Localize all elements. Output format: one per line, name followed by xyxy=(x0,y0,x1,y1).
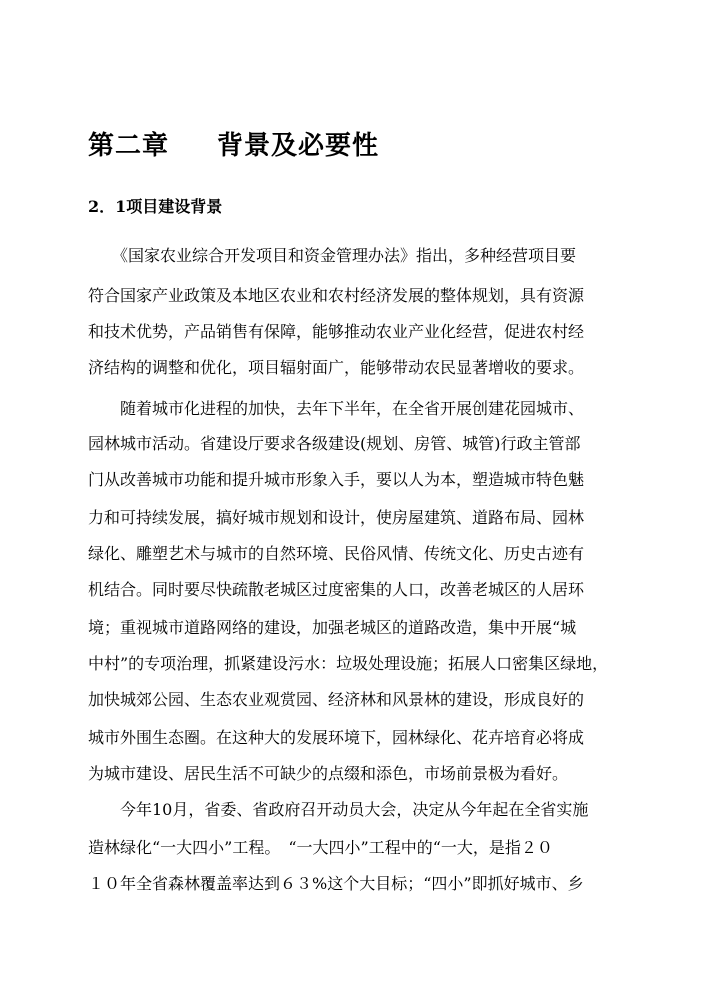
section-heading: 2．1项目建设背景 xyxy=(88,197,223,216)
body-text-line: 绿化、雕塑艺术与城市的自然环境、民俗风情、传统文化、历史古迹有 xyxy=(88,544,585,563)
body-text-line: 符合国家产业政策及本地区农业和农村经济发展的整体规划，具有资源 xyxy=(88,286,585,305)
body-text-line: 造林绿化“一大四小”工程。 “一大四小”工程中的“一大，是指２０ xyxy=(88,838,553,857)
body-text-line: 城市外围生态圈。在这种大的发展环境下，园林绿化、花卉培育必将成 xyxy=(88,728,585,747)
chapter-title: 背景及必要性 xyxy=(217,131,380,161)
body-text-line: 园林城市活动。省建设厅要求各级建设(规划、房管、城管)行政主管部 xyxy=(88,434,581,453)
body-text-line: 中村”的专项治理，抓紧建设污水：垃圾处理设施；拓展人口密集区绿地， xyxy=(88,654,609,673)
body-text-line: 境；重视城市道路网络的建设，加强老城区的道路改造，集中开展“城 xyxy=(88,618,577,637)
body-text-line: 机结合。同时要尽快疏散老城区过度密集的人口，改善老城区的人居环 xyxy=(88,580,585,599)
body-text-line: １０年全省森林覆盖率达到６３%这个大目标；“四小”即抓好城市、乡 xyxy=(88,874,584,893)
chapter-number: 第二章 xyxy=(88,131,170,161)
body-text-line: 今年10月，省委、省政府召开动员大会，决定从今年起在全省实施 xyxy=(88,800,589,819)
body-text-line: 力和可持续发展，搞好城市规划和设计，使房屋建筑、道路布局、园林 xyxy=(88,508,585,527)
body-text-line: 门从改善城市功能和提升城市形象入手，要以人为本，塑造城市特色魅 xyxy=(88,470,585,489)
body-text-line: 为城市建设、居民生活不可缺少的点缀和添色，市场前景极为看好。 xyxy=(88,764,569,783)
body-text-line: 和技术优势，产品销售有保障，能够推动农业产业化经营，促进农村经 xyxy=(88,322,585,341)
body-text-line: 加快城郊公园、生态农业观赏园、经济林和风景林的建设，形成良好的 xyxy=(88,690,585,709)
body-text-line: 《国家农业综合开发项目和资金管理办法》指出，多种经营项目要 xyxy=(88,246,577,265)
body-text-line: 济结构的调整和优化，项目辐射面广，能够带动农民显著增收的要求。 xyxy=(88,358,585,377)
chapter-heading xyxy=(88,128,379,164)
body-text-line: 随着城市化进程的加快，去年下半年，在全省开展创建花园城市、 xyxy=(88,399,585,418)
